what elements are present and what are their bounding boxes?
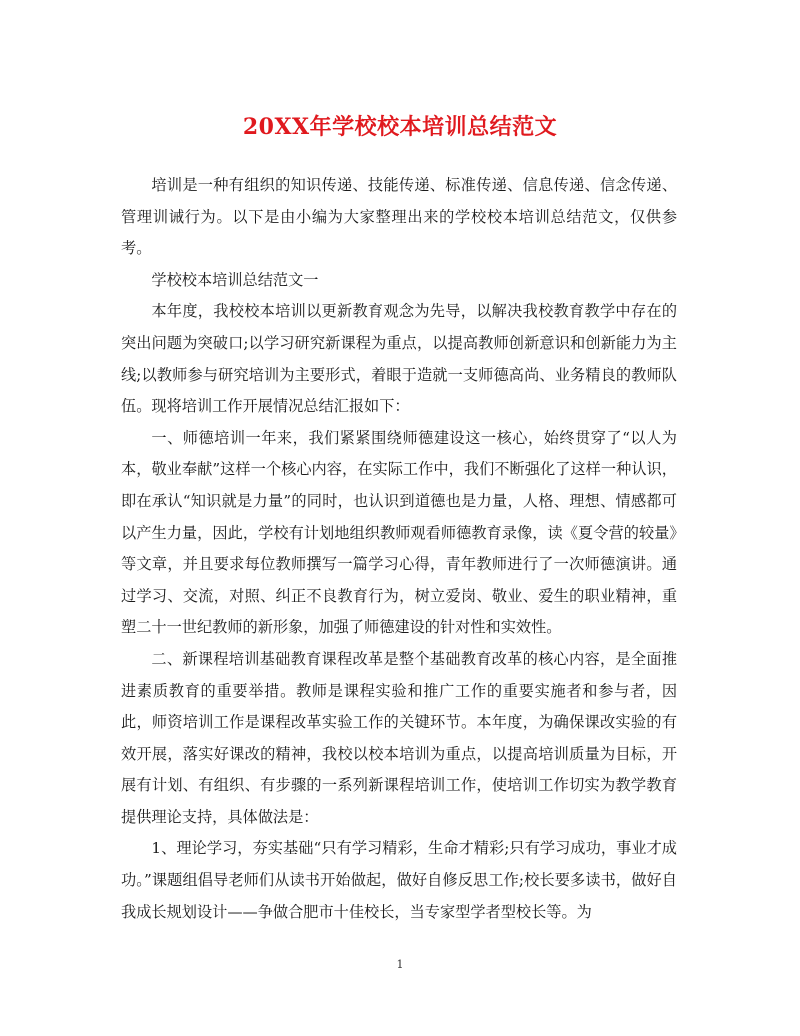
body-paragraph: 本年度，我校校本培训以更新教育观念为先导，以解决我校教育教学中存在的突出问题为突破口;以学习研究新课程为重点，以提高教师创新意识和创新能力为主线;以教师参与研究培训为主要形式，着眼于造就一支师德高尚、业务精良的教师队伍。现将培训工作开展情况总结汇报如下：	[121, 302, 677, 416]
body-paragraph: 二、新课程培训基础教育课程改革是整个基础教育改革的核心内容，是全面推进素质教育的重要举措。教师是课程实验和推广工作的重要实施者和参与者，因此，师资培训工作是课程改革实验工作的关键环节。本年度，为确保课改实验的有效开展，落实好课改的精神，我校以校本培训为重点，以提高培训质量为目标，开展有计划、有组织、有步骤的一系列新课程培训工作，使培训工作切实为教学教育提供理论支持，具体做法是：	[121, 649, 677, 826]
body-paragraph: 1、理论学习，夯实基础“只有学习精彩，生命才精彩;只有学习成功，事业才成功。”课题组倡导老师们从读书开始做起，做好自修反思工作;校长要多读书，做好自我成长规划设计——争做合肥市十佳校长，当专家型学者型校长等。为	[121, 839, 677, 921]
document-body	[121, 170, 677, 928]
page-number: 1	[396, 958, 404, 971]
body-paragraph: 一、师德培训一年来，我们紧紧围绕师德建设这一核心，始终贯穿了“以人为本，敬业奉献”这样一个核心内容，在实际工作中，我们不断强化了这样一种认识，即在承认“知识就是力量”的同时，也认识到道德也是力量，人格、理想、情感都可以产生力量，因此，学校有计划地组织教师观看师德教育录像，读《夏令营的较量》等文章，并且要求每位教师撰写一篇学习心得，青年教师进行了一次师德演讲。通过学习、交流，对照、纠正不良教育行为，树立爱岗、敬业、爱生的职业精神，重塑二十一世纪教师的新形象，加强了师德建设的针对性和实效性。	[121, 428, 677, 637]
intro-paragraph: 培训是一种有组织的知识传递、技能传递、标准传递、信息传递、信念传递、管理训诫行为。以下是由小编为大家整理出来的学校校本培训总结范文，仅供参考。	[121, 176, 677, 258]
document-title: 20XX年学校校本培训总结范文	[242, 114, 558, 140]
section-heading: 学校校本培训总结范文一	[151, 270, 319, 289]
